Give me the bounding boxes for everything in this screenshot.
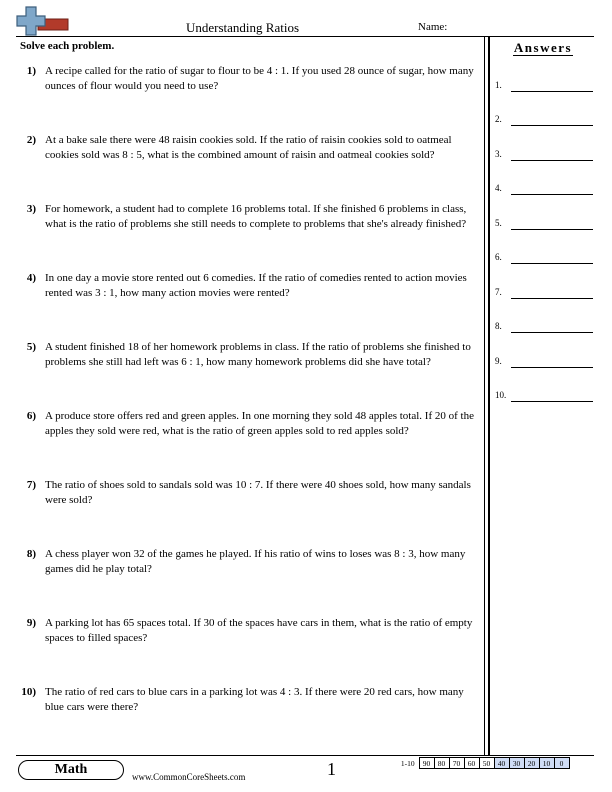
answer-line[interactable] <box>511 263 593 264</box>
logo-icon <box>16 5 70 39</box>
answer-line[interactable] <box>511 332 593 333</box>
score-range: 1-10 <box>400 758 415 768</box>
answer-line[interactable] <box>511 229 593 230</box>
problem-text: In one day a movie store rented out 6 comedies. If the ratio of comedies rented to action movies rented was 3 : 1, how many action movies were rented? <box>45 272 467 299</box>
score-table <box>397 757 570 769</box>
website-url: www.CommonCoreSheets.com <box>132 772 246 782</box>
answer-number: 3. <box>495 149 502 159</box>
score-cell: 70 <box>449 758 464 769</box>
problem-text: A parking lot has 65 spaces total. If 30 of the spaces have cars in them, what is the ratio of empty spaces to filled spaces? <box>45 617 473 644</box>
score-cell: 10 <box>539 758 554 769</box>
answer-row <box>495 321 595 333</box>
answer-number: 4. <box>495 183 502 193</box>
problem-number: 2) <box>26 134 36 146</box>
answer-row <box>495 390 595 402</box>
header-rule <box>16 36 594 37</box>
score-cell: 90 <box>419 758 434 769</box>
answer-row <box>495 149 595 161</box>
problem-number: 6) <box>26 410 36 422</box>
answer-number: 9. <box>495 356 502 366</box>
problem-number: 1) <box>26 65 36 77</box>
answer-row <box>495 80 595 92</box>
answer-number: 1. <box>495 80 502 90</box>
score-cell: 20 <box>524 758 539 769</box>
problem-text: A produce store offers red and green apples. In one morning they sold 48 apples total. If 20 of the apples they sold were red, what is the ratio of green apples sold to red apples sold? <box>45 410 474 437</box>
problem-text: At a bake sale there were 48 raisin cookies sold. If the ratio of raisin cookies sold to oatmeal cookies sold was 8 : 5, what is the combined amount of raisin and oatmeal cookies sold? <box>45 134 452 161</box>
page-number: 1 <box>327 759 336 779</box>
answer-number: 5. <box>495 218 502 228</box>
problem-text: A chess player won 32 of the games he played. If his ratio of wins to loses was 8 : 3, how many games did he play total? <box>45 548 466 575</box>
page-title: Understanding Ratios <box>186 20 300 35</box>
problem-number: 10) <box>21 686 36 698</box>
answer-number: 6. <box>495 252 502 262</box>
answers-title <box>490 40 596 56</box>
problem-text: For homework, a student had to complete 16 problems total. If she finished 6 problems in class, what is the ratio of problems she still needs to complete to problems that she's already finished? <box>45 203 467 230</box>
problem-text: A recipe called for the ratio of sugar to flour to be 4 : 1. If you used 28 ounce of sugar, how many ounces of flour would you need to use? <box>45 65 474 92</box>
score-cell: 80 <box>434 758 449 769</box>
problem-number: 9) <box>26 617 36 629</box>
name-label: Name: <box>418 21 448 33</box>
answer-line[interactable] <box>511 91 593 92</box>
score-cell: 50 <box>479 758 494 769</box>
answer-line[interactable] <box>511 298 593 299</box>
column-divider-thick <box>488 37 490 755</box>
problem-number: 3) <box>26 203 36 215</box>
subject-badge: Math <box>18 760 124 780</box>
score-cell: 60 <box>464 758 479 769</box>
answer-line[interactable] <box>511 367 593 368</box>
answer-row <box>495 287 595 299</box>
answer-row <box>495 218 595 230</box>
answer-number: 2. <box>495 114 502 124</box>
score-cell: 40 <box>494 758 509 769</box>
answer-row <box>495 252 595 264</box>
footer-rule <box>16 755 594 756</box>
answer-number: 10. <box>495 390 507 400</box>
answer-line[interactable] <box>511 401 593 402</box>
problem-number: 4) <box>26 272 36 284</box>
score-cell: 30 <box>509 758 524 769</box>
problem-text: A student finished 18 of her homework problems in class. If the ratio of problems she finished to problems she still had left was 6 : 1, how many homework problems did she have total? <box>45 341 471 368</box>
answer-number: 7. <box>495 287 502 297</box>
answer-line[interactable] <box>511 160 593 161</box>
score-cell: 0 <box>554 758 569 769</box>
answer-row <box>495 114 595 126</box>
instructions: Solve each problem. <box>20 40 115 52</box>
answer-line[interactable] <box>511 125 593 126</box>
answer-line[interactable] <box>511 194 593 195</box>
answers-heading: Answers <box>513 40 573 55</box>
answer-row <box>495 356 595 368</box>
answer-row <box>495 183 595 195</box>
problem-number: 7) <box>26 479 36 491</box>
problem-text: The ratio of shoes sold to sandals sold was 10 : 7. If there were 40 shoes sold, how many sandals were sold? <box>45 479 471 506</box>
problem-number: 5) <box>26 341 36 353</box>
problem-number: 8) <box>26 548 36 560</box>
answer-number: 8. <box>495 321 502 331</box>
problem-text: The ratio of red cars to blue cars in a parking lot was 4 : 3. If there were 20 red cars, how many blue cars were there? <box>45 686 464 713</box>
